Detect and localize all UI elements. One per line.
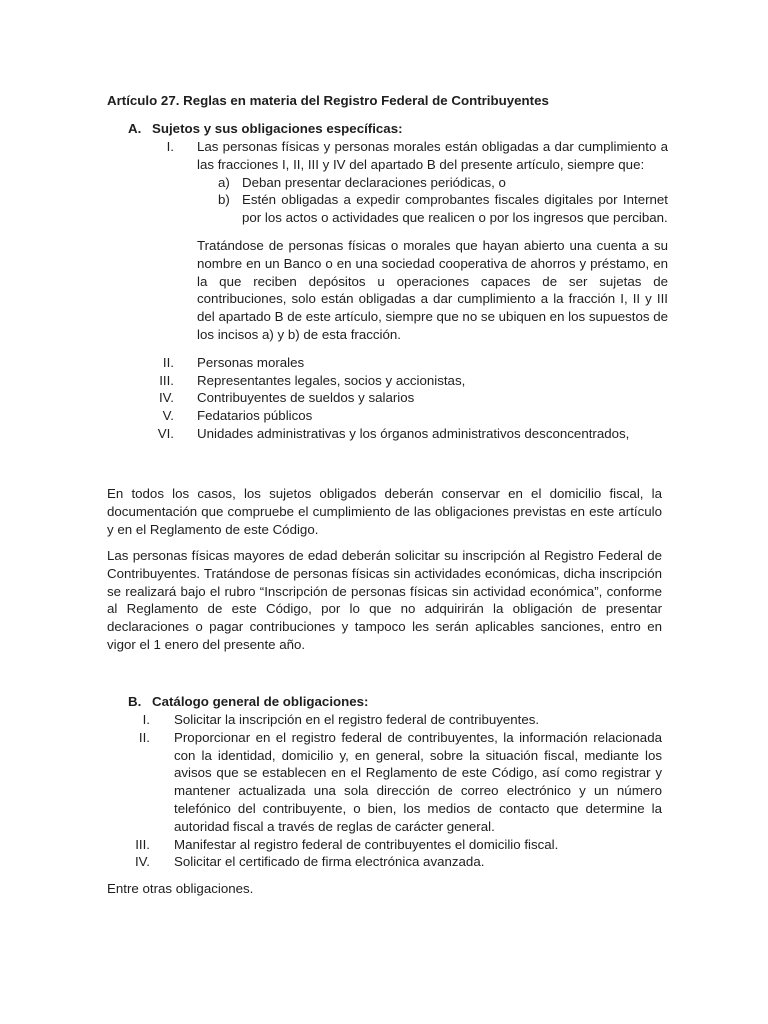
list-item-text: Manifestar al registro federal de contribuyentes el domicilio fiscal.	[174, 836, 559, 852]
list-item-text: Representantes legales, socios y accionistas,	[197, 372, 466, 388]
list-item-number: VI.	[157, 425, 174, 441]
section-b-title: Catálogo general de obligaciones:	[152, 694, 369, 709]
list-item-number: III.	[135, 836, 150, 852]
list-item	[128, 372, 668, 390]
list-item-text: Personas morales	[197, 354, 305, 370]
list-item-number: V.	[162, 408, 174, 424]
section-b	[128, 693, 662, 871]
article-title: Artículo 27. Reglas en materia del Registro Federal de Contribuyentes	[107, 93, 549, 108]
list-item-text: Solicitar el certificado de firma electrónica avanzada.	[174, 854, 485, 870]
list-item	[128, 729, 662, 836]
section-a	[128, 120, 668, 443]
list-item-number: IV.	[134, 854, 150, 870]
body-paragraph: En todos los casos, los sujetos obligados deberán conservar en el domicilio fiscal, la documentación que compruebe el cumplimiento de las obligaciones previstas en este artículo y en el Reglamento de este Código.	[107, 486, 662, 537]
sub-item-text: Deban presentar declaraciones periódicas, o	[242, 174, 506, 190]
list-item-text: Proporcionar en el registro federal de contribuyentes, la información relacionada con la identidad, domicilio y, en general, sobre la situación fiscal, mediante los avisos que se establecen en el Reglamento de este Código, así como registrar y mantener actualizada una sola dirección de correo electrónico y un número telefónico del contribuyente, o bien, los medios de contacto que determine la autoridad fiscal a través de reglas de carácter general.	[174, 729, 662, 834]
list-item-number: I.	[142, 712, 150, 727]
list-item	[128, 389, 668, 407]
section-b-letter: B.	[128, 694, 142, 709]
list-item-number: I.	[166, 139, 174, 154]
sub-item-text: Estén obligadas a expedir comprobantes fiscales digitales por Internet por los actos o actividades que realicen o por los ingresos que perciban.	[242, 192, 668, 226]
sub-item	[218, 174, 668, 192]
list-item	[128, 354, 668, 372]
list-item	[128, 138, 668, 174]
item-note-paragraph: Tratándose de personas físicas o morales que hayan abierto una cuenta a su nombre en un Banco o en una sociedad cooperativa de ahorros y préstamo, en la que reciben depósitos u operaciones capaces de ser sujetas de contribuciones, solo están obligadas a dar cumplimiento a la fracción I, II y III del apartado B de este artículo, siempre que no se ubiquen en los supuestos de los incisos a) y b) de esta fracción.	[197, 237, 668, 342]
list-item-number: III.	[159, 372, 174, 388]
section-a-heading	[128, 120, 668, 138]
list-item	[128, 425, 668, 443]
list-item-number: II.	[138, 729, 150, 745]
sub-item-letter: b)	[218, 192, 230, 208]
list-item-number: II.	[162, 354, 174, 370]
list-item	[128, 407, 668, 425]
section-b-heading	[128, 693, 662, 711]
sub-item	[218, 191, 668, 227]
closing-text: Entre otras obligaciones.	[107, 881, 254, 896]
list-item-text: Las personas físicas y personas morales están obligadas a dar cumplimiento a las fracciones I, II, III y IV del apartado B del presente artículo, siempre que:	[197, 139, 668, 172]
list-item	[128, 711, 662, 729]
section-a-title: Sujetos y sus obligaciones específicas:	[152, 121, 403, 136]
section-a-letter: A.	[128, 121, 142, 136]
list-item	[128, 836, 662, 854]
list-item-number: IV.	[158, 390, 174, 406]
sub-item-letter: a)	[218, 174, 230, 190]
list-item-text: Contribuyentes de sueldos y salarios	[197, 390, 415, 406]
body-paragraph: Las personas físicas mayores de edad deberán solicitar su inscripción al Registro Federal de Contribuyentes. Tratándose de personas físicas sin actividades económicas, dicha inscripción se realizará bajo el rubro “Inscripción de personas físicas sin actividad económica”, conforme al Reglamento de este Código, por lo que no adquirirán la obligación de presentar declaraciones o pagar contribuciones y tampoco les serán aplicables sanciones, entro en vigor el 1 enero del presente año.	[107, 548, 662, 652]
list-item-text: Unidades administrativas y los órganos administrativos desconcentrados,	[197, 425, 630, 441]
list-item-text: Fedatarios públicos	[197, 408, 313, 424]
list-item	[128, 853, 662, 871]
list-item-text: Solicitar la inscripción en el registro federal de contribuyentes.	[174, 712, 540, 727]
